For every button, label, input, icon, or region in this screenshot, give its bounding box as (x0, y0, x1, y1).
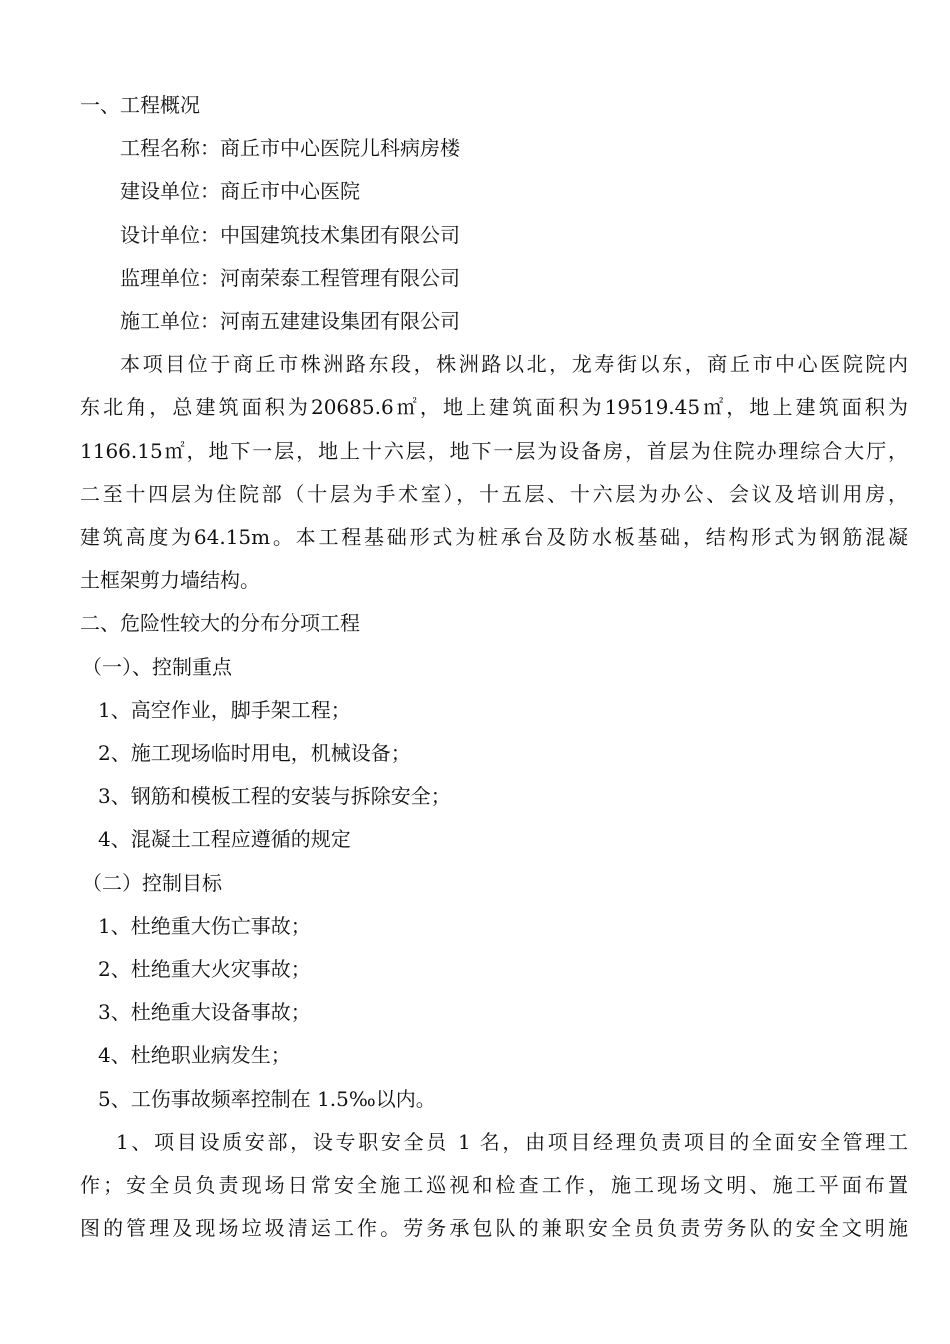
section1-heading: 一、工程概况 (80, 93, 200, 117)
contractor-unit: 施工单位：河南五建建设集团有限公司 (120, 309, 460, 334)
project-name: 工程名称：商丘市中心医院儿科病房楼 (120, 136, 460, 161)
safety-line: 图的管理及现场垃圾清运工作。劳务承包队的兼职安全员负责劳务队的安全文明施 (80, 1216, 908, 1241)
section2-heading: 二、危险性较大的分布分项工程 (80, 611, 360, 636)
overview-line: 建筑高度为64.15m。本工程基础形式为桩承台及防水板基础，结构形式为钢筋混凝 (80, 525, 908, 550)
supervision-unit: 监理单位：河南荣泰工程管理有限公司 (120, 265, 460, 290)
overview-line: 土框架剪力墙结构。 (80, 568, 260, 593)
control-focus-item: 1、高空作业，脚手架工程； (98, 697, 351, 722)
control-target-item: 5、工伤事故频率控制在 1.5‰以内。 (98, 1086, 436, 1111)
construction-unit: 建设单位：商丘市中心医院 (120, 179, 360, 204)
design-unit: 设计单位：中国建筑技术集团有限公司 (120, 222, 460, 247)
safety-line: 1、项目设质安部，设专职安全员 1 名，由项目经理负责项目的全面安全管理工 (116, 1129, 908, 1154)
control-focus-item: 4、混凝土工程应遵循的规定 (98, 827, 351, 852)
overview-line: 1166.15㎡，地下一层，地上十六层，地下一层为设备房，首层为住院办理综合大厅， (80, 438, 908, 463)
control-target-item: 4、杜绝职业病发生； (98, 1043, 291, 1068)
overview-line: 本项目位于商丘市株洲路东段，株洲路以北，龙寿街以东，商丘市中心医院院内 (120, 352, 908, 377)
overview-line: 东北角，总建筑面积为20685.6㎡，地上建筑面积为19519.45㎡，地上建筑面积为 (80, 395, 908, 420)
overview-line: 二至十四层为住院部（十层为手术室），十五层、十六层为办公、会议及培训用房， (80, 481, 908, 506)
control-target-heading: （二）控制目标 (82, 870, 222, 895)
control-focus-item: 3、钢筋和模板工程的安装与拆除安全； (98, 784, 451, 809)
control-focus-heading: （一）、控制重点 (82, 654, 232, 679)
control-target-item: 2、杜绝重大火灾事故； (98, 957, 311, 982)
safety-line: 作；安全员负责现场日常安全施工巡视和检查工作，施工现场文明、施工平面布置 (80, 1173, 908, 1198)
control-focus-item: 2、施工现场临时用电，机械设备； (98, 741, 411, 766)
control-target-item: 3、杜绝重大设备事故； (98, 1000, 311, 1025)
control-target-item: 1、杜绝重大伤亡事故； (98, 913, 311, 938)
